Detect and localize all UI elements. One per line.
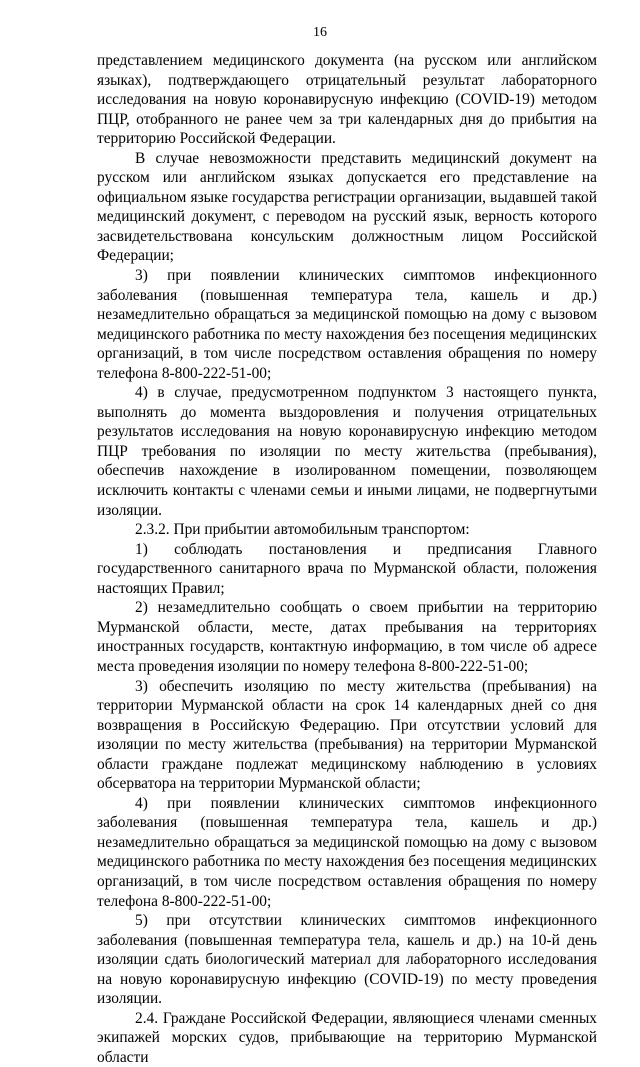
paragraph: 2.4. Граждане Российской Федерации, являющиеся членами сменных экипажей морских судов, прибывающие на территорию Мурманской области [97, 1009, 597, 1066]
body-text [97, 51, 597, 1067]
paragraph: 2) незамедлительно сообщать о своем прибытии на территорию Мурманской области, месте, датах пребывания на территориях иностранных государств, контактную информацию, в том числе об адресе места проведения изоляции по номеру телефона 8-800-222-51-00; [97, 599, 597, 675]
paragraph: В случае невозможности представить медицинский документ на русском или английском языках допускается его представление на официальном языке государства регистрации организации, выдавшей такой медицинский документ, с переводом на русский язык, верность которого засвидетельствована консульским должностным лицом Российской Федерации; [97, 149, 597, 265]
section-heading: 2.3.2. При прибытии автомобильным транспортом: [135, 521, 470, 539]
page-number: 16 [313, 25, 327, 40]
paragraph: 4) при появлении клинических симптомов инфекционного заболевания (повышенная температура тела, кашель и др.) незамедлительно обращаться за медицинской помощью на дому с вызовом медицинского работника по месту нахождения без посещения медицинских организаций, в том числе посредством оставления обращения по номеру телефона 8-800-222-51-00; [97, 794, 597, 910]
paragraph: 4) в случае, предусмотренном подпунктом 3 настоящего пункта, выполнять до момента выздоровления и получения отрицательных результатов исследования на новую коронавирусную инфекцию методом ПЦР требования по изоляции по месту жительства (пребывания), обеспечив нахождение в изолированном помещении, позволяющем исключить контакты с членами семьи и иными лицами, не подвергнутыми изоляции. [97, 384, 597, 519]
paragraph: 5) при отсутствии клинических симптомов инфекционного заболевания (повышенная температура тела, кашель и др.) на 10-й день изоляции сдать биологический материал для лабораторного исследования на новую коронавирусную инфекцию (COVID-19) по месту проведения изоляции. [97, 912, 597, 1008]
paragraph: представлением медицинского документа (на русском или английском языках), подтверждающего отрицательный результат лабораторного исследования на новую коронавирусную инфекцию (COVID-19) методом ПЦР, отобранного не ранее чем за три календарных дня до прибытия на территорию Российской Федерации. [97, 52, 597, 148]
paragraph: 1) соблюдать постановления и предписания Главного государственного санитарного врача по Мурманской области, положения настоящих Правил; [97, 540, 597, 597]
paragraph: 3) обеспечить изоляцию по месту жительства (пребывания) на территории Мурманской области на срок 14 календарных дней со дня возвращения в Российскую Федерацию. При отсутствии условий для изоляции по месту жительства (пребывания) на территории Мурманской области граждане подлежат медицинскому наблюдению в условиях обсерватора на территории Мурманской области; [97, 677, 597, 793]
paragraph: 3) при появлении клинических симптомов инфекционного заболевания (повышенная температура тела, кашель и др.) незамедлительно обращаться за медицинской помощью на дому с вызовом медицинского работника по месту нахождения без посещения медицинских организаций, в том числе посредством оставления обращения по номеру телефона 8-800-222-51-00; [97, 267, 597, 382]
